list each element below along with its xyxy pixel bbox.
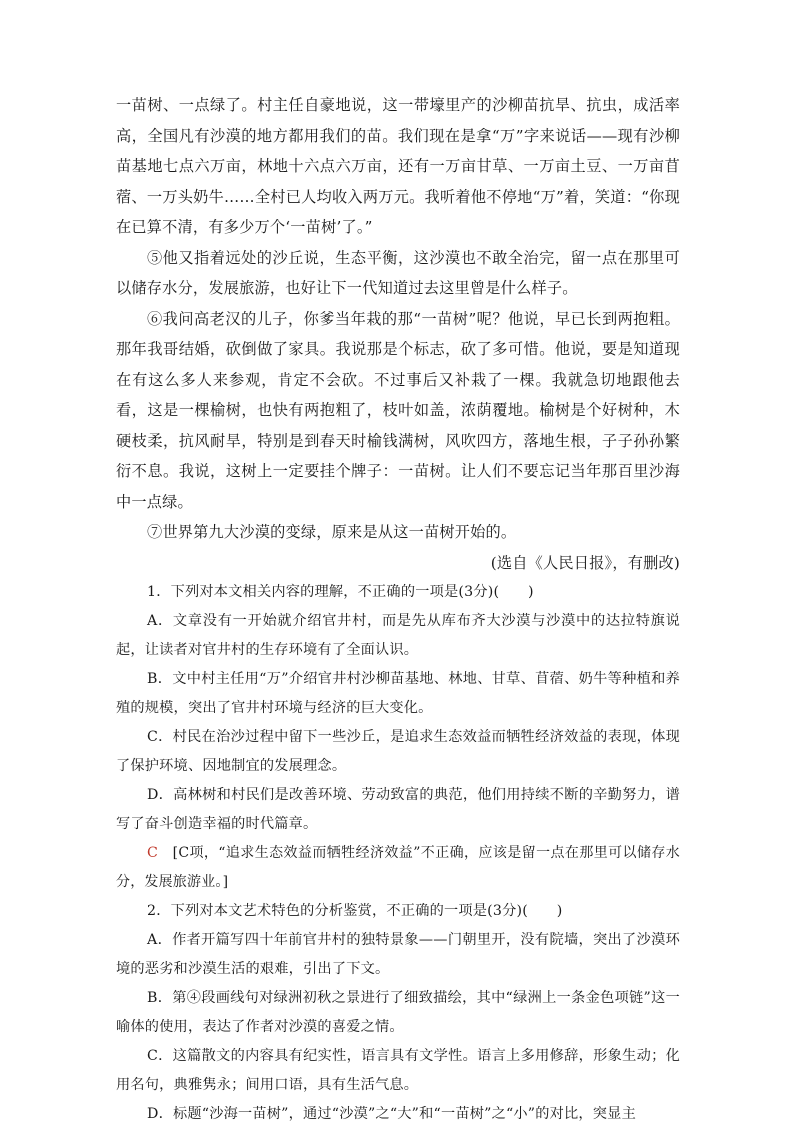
paragraph-6: ⑥我问高老汉的儿子，你爹当年栽的那“一苗树”呢？他说，早已长到两抱粗。那年我哥结婚，砍倒做了家具。我说那是个标志，砍了多可惜。他说，要是知道现在有这么多人来参观，肯定不会砍。不过事后又补栽了一棵。我就急切地跟他去看，这是一棵榆树，也快有两抱粗了，枝叶如盖，浓荫覆地。榆树是个好树种，木硬枝柔，抗风耐旱，特别是到春天时榆钱满树，风吹四方，落地生根，子子孙孙繁衍不息。我说，这树上一定要挂个牌子：一苗树。让人们不要忘记当年那百里沙海中一点绿。	[116, 309, 680, 511]
document-body	[116, 90, 680, 1129]
question-1-option-c: C．村民在治沙过程中留下一些沙丘，是追求生态效益而牺牲经济效益的表现，体现了保护环境、因地制宜的发展理念。	[116, 729, 680, 774]
question-2-stem: 2．下列对本文艺术特色的分析鉴赏，不正确的一项是(3分)( )	[147, 903, 563, 919]
answer-explanation: [C项，“追求生态效益而牺牲经济效益”不正确，应该是留一点在那里可以储存水分，发展旅游业。]	[116, 845, 680, 890]
paragraph-7: ⑦世界第九大沙漠的变绿，原来是从这一苗树开始的。	[147, 523, 517, 541]
question-2-option-c: C．这篇散文的内容具有纪实性，语言具有文学性。语言上多用修辞，形象生动；化用名句，典雅隽永；间用口语，具有生活气息。	[116, 1048, 680, 1093]
question-2-option-a: A．作者开篇写四十年前官井村的独特景象——门朝里开，没有院墙，突出了沙漠环境的恶劣和沙漠生活的艰难，引出了下文。	[116, 932, 680, 977]
question-2-option-b: B．第④段画线句对绿洲初秋之景进行了细致描绘，其中“绿洲上一条金色项链”这一喻体的使用，表达了作者对沙漠的喜爱之情。	[116, 990, 680, 1035]
question-1-option-a: A．文章没有一开始就介绍官井村，而是先从库布齐大沙漠与沙漠中的达拉特旗说起，让读者对官井村的生存环境有了全面认识。	[116, 613, 680, 658]
answer-letter: C	[147, 845, 159, 861]
source-citation: (选自《人民日报》，有删改)	[490, 553, 680, 572]
question-1-stem: 1．下列对本文相关内容的理解，不正确的一项是(3分)( )	[147, 584, 534, 600]
question-1-option-d: D．高林树和村民们是改善环境、劳动致富的典范，他们用持续不断的辛勤努力，谱写了奋斗创造幸福的时代篇章。	[116, 787, 680, 832]
question-1-option-b: B．文中村主任用“万”介绍官井村沙柳苗基地、林地、甘草、苜蓿、奶牛等种植和养殖的规模，突出了官井村环境与经济的巨大变化。	[116, 671, 680, 716]
paragraph-5: ⑤他又指着远处的沙丘说，生态平衡，这沙漠也不敢全治完，留一点在那里可以储存水分，发展旅游，也好让下一代知道过去这里曾是什么样子。	[116, 248, 680, 297]
question-2-option-d: D．标题“沙海一苗树”，通过“沙漠”之“大”和“一苗树”之“小”的对比，突显主	[147, 1106, 636, 1122]
question-1-answer	[116, 839, 680, 897]
paragraph-continued: 一苗树、一点绿了。村主任自豪地说，这一带壕里产的沙柳苗抗旱、抗虫，成活率高，全国凡有沙漠的地方都用我们的苗。我们现在是拿“万”字来说话——现有沙柳苗基地七点六万亩，林地十六点六万亩，还有一万亩甘草、一万亩土豆、一万亩苜蓿、一万头奶牛……全村已人均收入两万元。我听着他不停地“万”着，笑道：“你现在已算不清，有多少万个‘一苗树’了。”	[116, 96, 680, 236]
